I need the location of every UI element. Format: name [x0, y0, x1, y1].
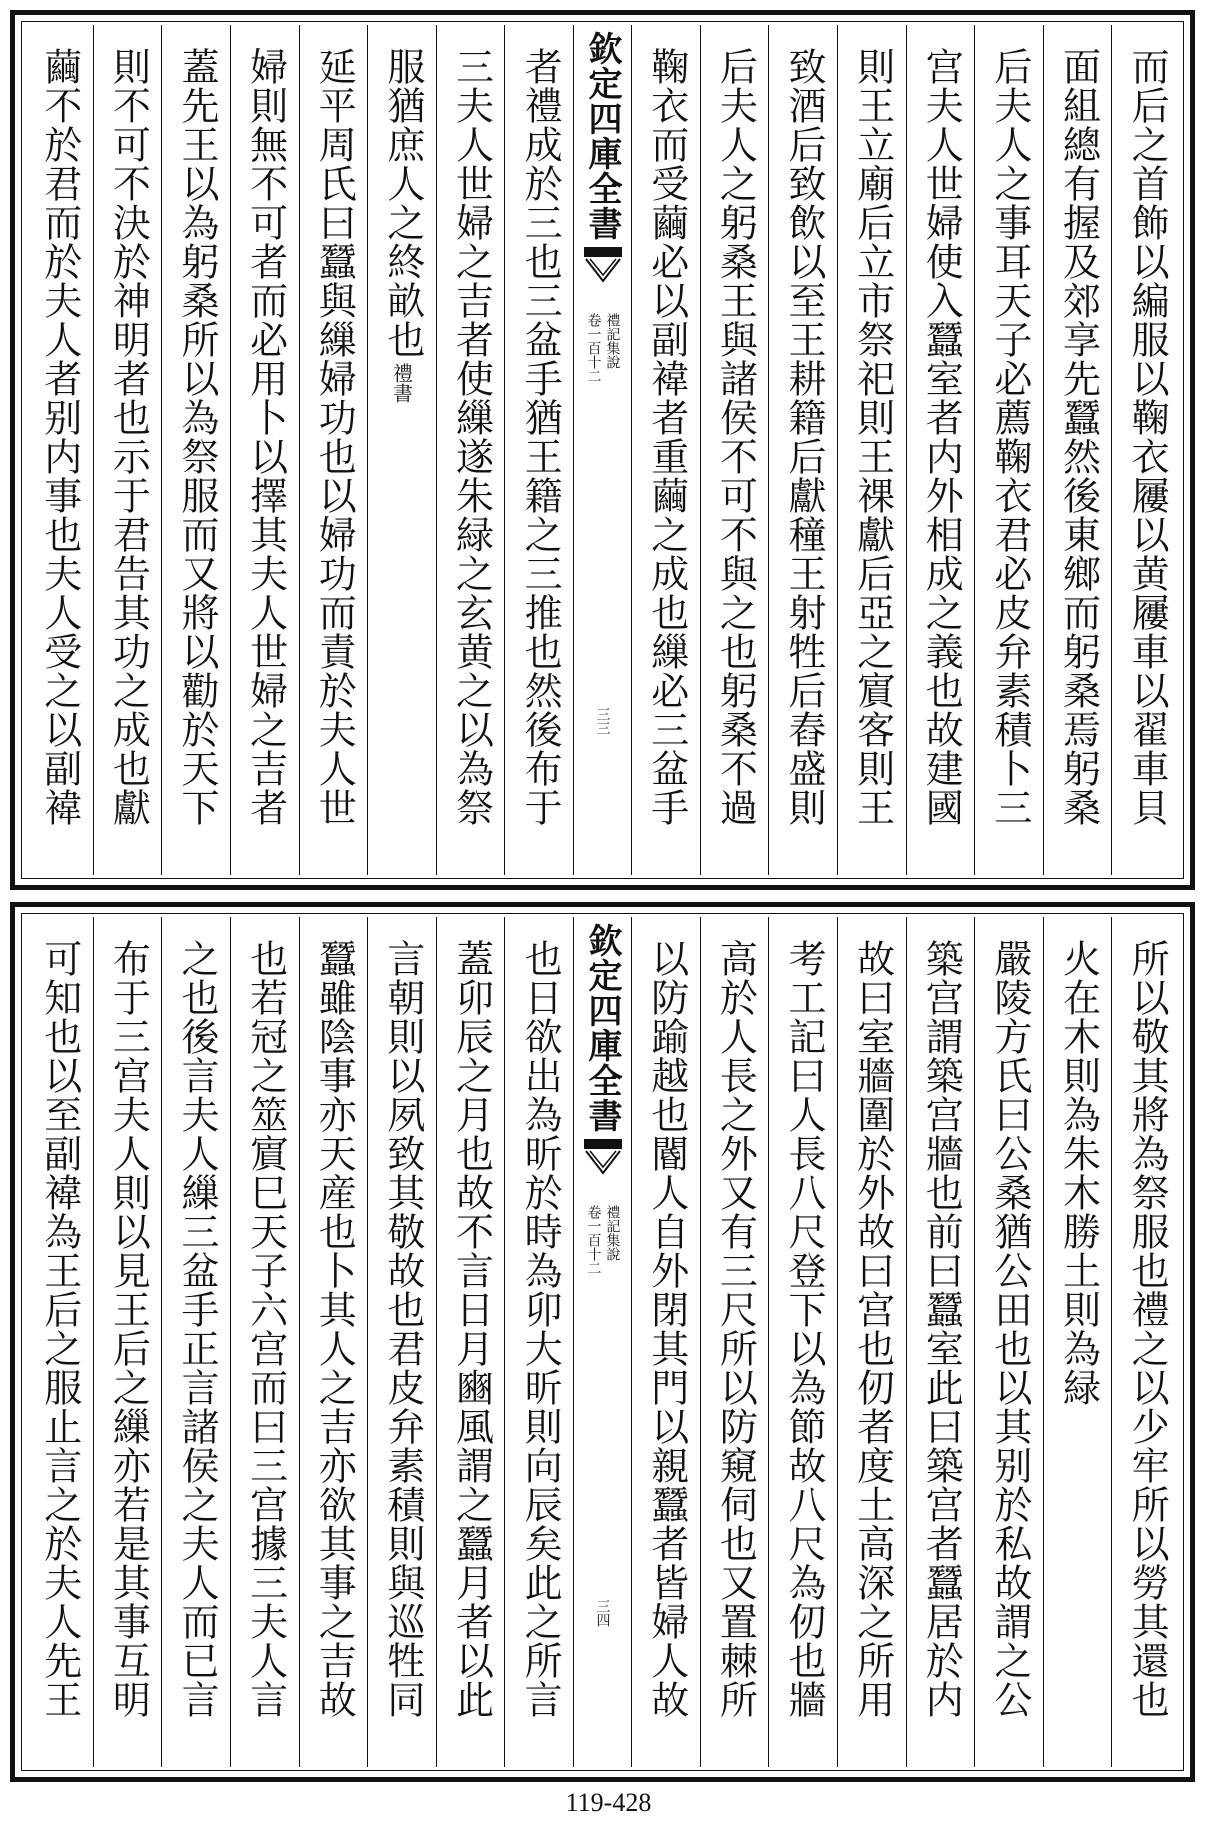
text-column: 者禮成於三也三盆手猶王籍之三推也然後布于 — [504, 25, 573, 875]
text-column: 可知也以至副褘為王后之服止言之於夫人先王 — [37, 939, 82, 1719]
volume-subtitle: 禮記集說 卷一百十二 — [585, 1205, 621, 1275]
text-column: 高於人長之外又有三尺所以防窺伺也又置棘所 — [700, 917, 769, 1767]
text-column: 蓋先王以為躬桑所以為祭服而又將以勸於天下 — [161, 25, 230, 875]
column-note: 禮書 — [389, 363, 414, 403]
book-title: 欽定四庫全書 — [578, 31, 627, 241]
top-page-columns — [25, 25, 1180, 875]
bottom-page-columns — [25, 917, 1180, 1767]
text-column: 則王立廟后立市祭祀則王祼獻后亞之賔客則王 — [837, 25, 906, 875]
text-column: 蠶雖陰事亦天産也卜其人之吉亦欲其事之吉故 — [299, 917, 368, 1767]
text-column: 致酒后致飲以至王耕籍后獻穜王射牲后舂盛則 — [768, 25, 837, 875]
folio-number: 三四 — [594, 1599, 611, 1627]
text-column: 火在木則為朱木勝土則為緑 — [1043, 917, 1112, 1767]
text-column: 築宫謂築宫牆也前曰蠶室此曰築宫者蠶居於内 — [906, 917, 975, 1767]
text-column: 宫夫人世婦使入蠶室者内外相成之義也故建國 — [906, 25, 975, 875]
text-column: 言朝則以夙致其敬故也君皮弁素積則與巡牲同 — [367, 917, 436, 1767]
text-column: 則不可不決於神明者也示于君告其功之成也獻 — [93, 25, 162, 875]
bottom-page-frame — [10, 902, 1195, 1782]
text-column: 之也後言夫人繅三盆手正言諸侯之夫人而已言 — [161, 917, 230, 1767]
folio-number: 三三 — [594, 707, 611, 735]
text-column: 也日欲出為昕於時為卯大昕則向辰矣此之所言 — [504, 917, 573, 1767]
text-column: 也若冠之筮賔巳天子六宫而曰三宫據三夫人言 — [230, 917, 299, 1767]
text-column: 服猶庶人之終畝也 禮書 — [367, 25, 436, 875]
text-column: 蓋卯辰之月也故不言日月豳風謂之蠶月者以此 — [436, 917, 505, 1767]
text-column: 延平周氏曰蠶與繅婦功也以婦功而責於夫人世 — [299, 25, 368, 875]
center-margin-header — [573, 25, 631, 875]
text-column: 布于三宫夫人則以見王后之繅亦若是其事互明 — [93, 917, 162, 1767]
page-footer-number: 119-428 — [565, 1788, 652, 1817]
text-column: 鞠衣而受繭必以副褘者重繭之成也繅必三盆手 — [631, 25, 700, 875]
fishtail-mark-icon — [584, 247, 622, 305]
text-column: 繭不於君而於夫人者别内事也夫人受之以副褘 — [37, 47, 82, 827]
text-column: 考工記曰人長八尺登下以為節故八尺為仞也牆 — [768, 917, 837, 1767]
text-column: 婦則無不可者而必用卜以擇其夫人世婦之吉者 — [230, 25, 299, 875]
book-title: 欽定四庫全書 — [578, 923, 627, 1133]
text-column: 嚴陵方氏曰公桑猶公田也以其别於私故謂之公 — [974, 917, 1043, 1767]
text-column: 所以敬其將為祭服也禮之以少牢所以勞其還也 — [1111, 917, 1180, 1767]
text-column: 面組總有握及郊享先蠶然後東鄉而躬桑焉躬桑 — [1043, 25, 1112, 875]
text-column: 三夫人世婦之吉者使繅遂朱緑之玄黄之以為祭 — [436, 25, 505, 875]
volume-subtitle: 禮記集說 卷一百十二 — [585, 313, 621, 383]
text-column: 后夫人之事耳天子必薦鞠衣君必皮弁素積卜三 — [974, 25, 1043, 875]
center-margin-header — [573, 917, 631, 1767]
top-page-frame — [10, 10, 1195, 890]
fishtail-mark-icon — [584, 1139, 622, 1197]
text-column: 以防踰越也閽人自外閉其門以親蠶者皆婦人故 — [631, 917, 700, 1767]
text-column: 故曰室牆圍於外故曰宫也仞者度土高深之所用 — [837, 917, 906, 1767]
text-column: 而后之首飾以編服以鞠衣屨以黄屨車以翟車貝 — [1111, 25, 1180, 875]
text-column: 后夫人之躬桑王與諸侯不可不與之也躬桑不過 — [700, 25, 769, 875]
